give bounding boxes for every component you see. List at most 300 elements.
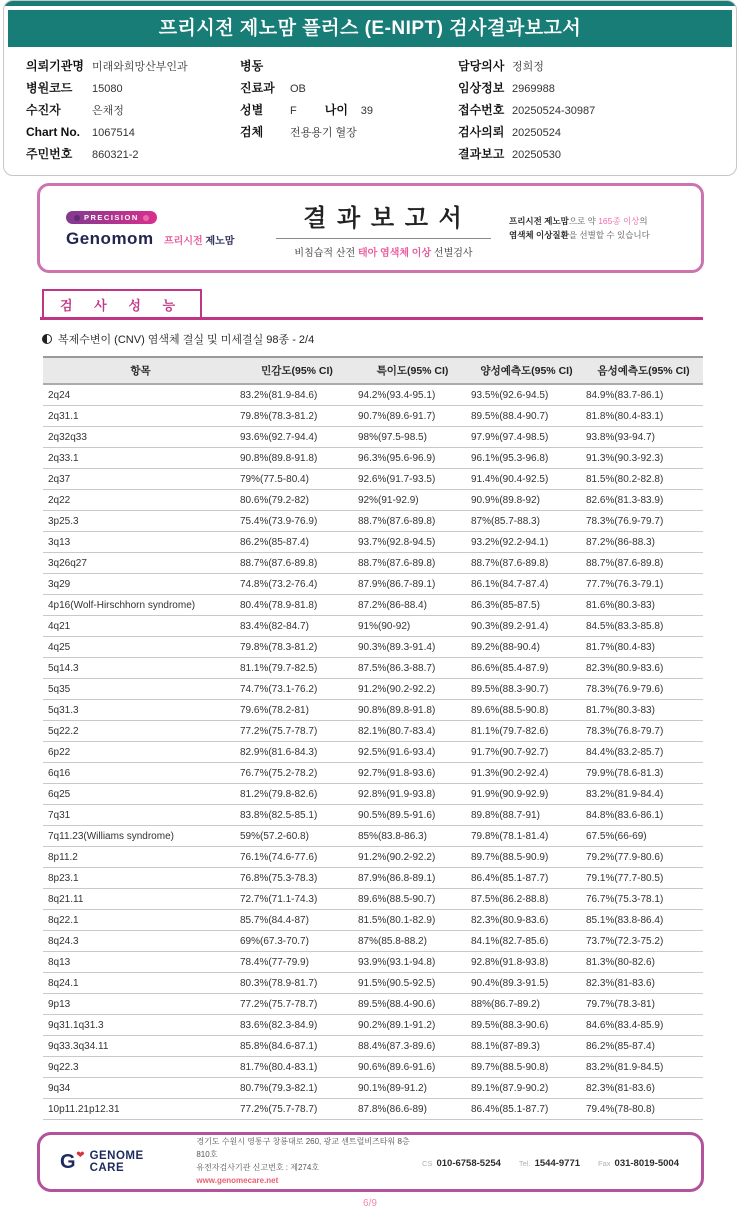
value-cell: 98%(97.5-98.5) (356, 427, 469, 448)
value-cell: 76.1%(74.6-77.6) (238, 847, 356, 868)
value-cell: 97.9%(97.4-98.5) (469, 427, 584, 448)
result-header-box (37, 183, 704, 273)
note-end-1: 의 (639, 215, 648, 226)
value-cell: 72.7%(71.1-74.3) (238, 889, 356, 910)
item-cell: 5q35 (43, 679, 238, 700)
brand-wordmark: Genomom (66, 228, 154, 248)
patient-row (26, 77, 240, 99)
value-cell: 90.1%(89-91.2) (356, 1078, 469, 1099)
value-cell: 79.1%(77.7-80.5) (584, 868, 703, 889)
item-cell: 5q14.3 (43, 658, 238, 679)
field-label: 병동 (240, 59, 264, 73)
item-cell: 7q31 (43, 805, 238, 826)
value-cell: 90.8%(89.8-91.8) (356, 700, 469, 721)
value-cell: 91.7%(90.7-92.7) (469, 742, 584, 763)
performance-table (43, 356, 703, 1120)
value-cell: 82.3%(81-83.6) (584, 973, 703, 994)
footer-card (37, 1132, 704, 1192)
value-cell: 82.6%(81.3-83.9) (584, 490, 703, 511)
field-value: 20250530 (512, 149, 561, 161)
item-cell: 6q25 (43, 784, 238, 805)
value-cell: 92%(91-92.9) (356, 490, 469, 511)
value-cell: 93.6%(92.7-94.4) (238, 427, 356, 448)
value-cell: 87.8%(86.6-89) (356, 1099, 469, 1120)
value-cell: 89.7%(88.5-90.8) (469, 1057, 584, 1078)
value-cell: 88.1%(87-89.3) (469, 1036, 584, 1057)
header-card (3, 0, 737, 176)
value-cell: 87%(85.8-88.2) (356, 931, 469, 952)
value-cell: 88.7%(87.6-89.8) (469, 553, 584, 574)
badge-dot-icon (74, 215, 80, 221)
value-cell: 80.6%(79.2-82) (238, 490, 356, 511)
value-cell: 91.5%(90.5-92.5) (356, 973, 469, 994)
address-line2: 유전자검사기관 신고번호 : 제274호 (196, 1163, 320, 1172)
value-cell: 85.7%(84.4-87) (238, 910, 356, 931)
value-cell: 87.9%(86.7-89.1) (356, 574, 469, 595)
field-label: 수진자 (26, 103, 61, 117)
value-cell: 85.1%(83.8-86.4) (584, 910, 703, 931)
value-cell: 89.8%(88.7-91) (469, 805, 584, 826)
item-cell: 9p13 (43, 994, 238, 1015)
item-cell: 2q33.1 (43, 448, 238, 469)
section-header-bar (40, 289, 703, 320)
mark-letter: G (60, 1150, 76, 1173)
value-cell: 85%(83.8-86.3) (356, 826, 469, 847)
precision-badge (66, 211, 157, 224)
field-label: Chart No. (26, 125, 80, 139)
value-cell: 91.3%(90.2-92.4) (469, 763, 584, 784)
value-cell: 89.7%(88.5-90.9) (469, 847, 584, 868)
value-cell: 77.2%(75.7-78.7) (238, 1099, 356, 1120)
title-divider (276, 238, 491, 239)
table-row (43, 1099, 703, 1120)
item-cell: 8q24.1 (43, 973, 238, 994)
value-cell: 88.7%(87.6-89.8) (584, 553, 703, 574)
value-cell: 85.8%(84.6-87.1) (238, 1036, 356, 1057)
value-cell: 89.5%(88.3-90.6) (469, 1015, 584, 1036)
table-row (43, 511, 703, 532)
field-value: 860321-2 (92, 149, 139, 161)
value-cell: 83.2%(81.9-84.4) (584, 784, 703, 805)
value-cell: 90.2%(89.1-91.2) (356, 1015, 469, 1036)
value-cell: 79.2%(77.9-80.6) (584, 847, 703, 868)
table-row (43, 868, 703, 889)
value-cell: 91.3%(90.3-92.3) (584, 448, 703, 469)
value-cell: 74.7%(73.1-76.2) (238, 679, 356, 700)
value-cell: 90.4%(89.3-91.5) (469, 973, 584, 994)
item-cell: 4p16(Wolf-Hirschhorn syndrome) (43, 595, 238, 616)
value-cell: 90.8%(89.8-91.8) (238, 448, 356, 469)
contact-value: 010-6758-5254 (436, 1158, 501, 1169)
value-cell: 86.2%(85-87.4) (584, 1036, 703, 1057)
table-row (43, 952, 703, 973)
item-cell: 6q16 (43, 763, 238, 784)
item-cell: 8q22.1 (43, 910, 238, 931)
item-cell: 2q24 (43, 384, 238, 406)
value-cell: 79.7%(78.3-81) (584, 994, 703, 1015)
value-cell: 83.2%(81.9-84.6) (238, 384, 356, 406)
value-cell: 82.9%(81.6-84.3) (238, 742, 356, 763)
patient-row (458, 55, 736, 77)
note-bold-1: 프리시전 제노맘 (509, 215, 569, 226)
table-row (43, 1078, 703, 1099)
patient-row (458, 99, 736, 121)
value-cell: 86.4%(85.1-87.7) (469, 1099, 584, 1120)
value-cell: 90.6%(89.6-91.6) (356, 1057, 469, 1078)
value-cell: 89.5%(88.3-90.7) (469, 679, 584, 700)
value-cell: 86.1%(84.7-87.4) (469, 574, 584, 595)
table-row (43, 1057, 703, 1078)
value-cell: 79.9%(78.6-81.3) (584, 763, 703, 784)
field-label: 검사의뢰 (458, 125, 505, 139)
value-cell: 69%(67.3-70.7) (238, 931, 356, 952)
contact-label: CS (422, 1159, 433, 1168)
field-value: OB (290, 83, 306, 95)
value-cell: 89.6%(88.5-90.7) (356, 889, 469, 910)
value-cell: 59%(57.2-60.8) (238, 826, 356, 847)
value-cell: 76.7%(75.2-78.2) (238, 763, 356, 784)
column-header: 음성예측도(95% CI) (584, 357, 703, 384)
value-cell: 84.8%(83.6-86.1) (584, 805, 703, 826)
contact-value: 1544-9771 (534, 1158, 581, 1169)
patient-row (458, 77, 736, 99)
field-value: 은채정 (92, 105, 124, 117)
field-label: 주민번호 (26, 147, 73, 161)
section-label: 검 사 성 능 (42, 289, 202, 317)
field-value: 39 (360, 105, 373, 117)
table-row (43, 490, 703, 511)
section-subtitle-row (42, 331, 703, 347)
item-cell: 10p11.21p12.31 (43, 1099, 238, 1120)
item-cell: 2q31.1 (43, 406, 238, 427)
value-cell: 80.3%(78.9-81.7) (238, 973, 356, 994)
item-cell: 3q26q27 (43, 553, 238, 574)
value-cell: 82.3%(80.9-83.6) (469, 910, 584, 931)
item-cell: 8q21.11 (43, 889, 238, 910)
genomom-logo (40, 208, 258, 249)
patient-row (458, 121, 736, 143)
table-row (43, 384, 703, 406)
website-link[interactable]: www.genomecare.net (196, 1175, 279, 1185)
table-row (43, 616, 703, 637)
value-cell: 81.2%(79.8-82.6) (238, 784, 356, 805)
field-value: 1067514 (92, 127, 135, 139)
table-row (43, 574, 703, 595)
value-cell: 86.4%(85.1-87.7) (469, 868, 584, 889)
value-cell: 79.8%(78.3-81.2) (238, 637, 356, 658)
note-pink: 165종 이상 (598, 215, 640, 226)
value-cell: 96.3%(95.6-96.9) (356, 448, 469, 469)
value-cell: 81.7%(80.4-83) (584, 637, 703, 658)
field-label: 접수번호 (458, 103, 505, 117)
field-value: 15080 (92, 83, 123, 95)
table-row (43, 763, 703, 784)
value-cell: 78.3%(76.9-79.6) (584, 679, 703, 700)
value-cell: 92.7%(91.8-93.6) (356, 763, 469, 784)
table-row (43, 427, 703, 448)
item-cell: 8p11.2 (43, 847, 238, 868)
value-cell: 93.5%(92.6-94.5) (469, 384, 584, 406)
value-cell: 89.2%(88-90.4) (469, 637, 584, 658)
brand-ko-dark: 제노맘 (205, 235, 235, 247)
value-cell: 79.8%(78.3-81.2) (238, 406, 356, 427)
value-cell: 91.2%(90.2-92.2) (356, 847, 469, 868)
field-value: 전용용기 혈장 (290, 127, 357, 139)
field-label: 담당의사 (458, 59, 505, 73)
value-cell: 91%(90-92) (356, 616, 469, 637)
performance-table-body (43, 384, 703, 1120)
item-cell: 5q31.3 (43, 700, 238, 721)
footer-contacts (422, 1153, 701, 1171)
value-cell: 88.7%(87.6-89.8) (238, 553, 356, 574)
value-cell: 84.1%(82.7-85.6) (469, 931, 584, 952)
top-accent-strip (4, 1, 736, 6)
table-row (43, 847, 703, 868)
value-cell: 96.1%(95.3-96.8) (469, 448, 584, 469)
value-cell: 81.1%(79.7-82.5) (238, 658, 356, 679)
field-value: F (290, 105, 297, 117)
value-cell: 83.6%(82.3-84.9) (238, 1015, 356, 1036)
report-subtitle (258, 244, 509, 259)
field-value: 미래와희망산부인과 (92, 61, 188, 73)
brand-line (66, 229, 258, 249)
value-cell: 79.8%(78.1-81.4) (469, 826, 584, 847)
genomecare-brand: GENOME CARE (89, 1150, 144, 1174)
field-label: 성별 (240, 103, 264, 117)
value-cell: 79%(77.5-80.4) (238, 469, 356, 490)
value-cell: 87.2%(86-88.3) (584, 532, 703, 553)
value-cell: 84.5%(83.3-85.8) (584, 616, 703, 637)
value-cell: 92.8%(91.9-93.8) (356, 784, 469, 805)
table-row (43, 532, 703, 553)
note-bold-2: 염색체 이상질환 (509, 230, 569, 240)
value-cell: 78.3%(76.9-79.7) (584, 511, 703, 532)
value-cell: 87.5%(86.2-88.8) (469, 889, 584, 910)
patient-row (26, 143, 240, 165)
value-cell: 81.5%(80.1-82.9) (356, 910, 469, 931)
item-cell: 8p23.1 (43, 868, 238, 889)
value-cell: 89.6%(88.5-90.8) (469, 700, 584, 721)
value-cell: 86.3%(85-87.5) (469, 595, 584, 616)
field-label: 나이 (324, 103, 348, 117)
value-cell: 82.3%(81-83.6) (584, 1078, 703, 1099)
item-cell: 8q13 (43, 952, 238, 973)
table-row (43, 1015, 703, 1036)
value-cell: 87.5%(86.3-88.7) (356, 658, 469, 679)
patient-col3 (458, 55, 736, 165)
value-cell: 84.4%(83.2-85.7) (584, 742, 703, 763)
table-row (43, 784, 703, 805)
value-cell: 81.1%(79.7-82.6) (469, 721, 584, 742)
value-cell: 88.7%(87.6-89.8) (356, 511, 469, 532)
table-row (43, 742, 703, 763)
address-line1: 경기도 수원시 영통구 창룡대로 260, 광교 센트럴비즈타워 8층 810호 (196, 1137, 410, 1160)
field-label: 의뢰기관명 (26, 59, 84, 73)
table-row (43, 406, 703, 427)
value-cell: 94.2%(93.4-95.1) (356, 384, 469, 406)
value-cell: 93.2%(92.2-94.1) (469, 532, 584, 553)
item-cell: 2q32q33 (43, 427, 238, 448)
value-cell: 82.1%(80.7-83.4) (356, 721, 469, 742)
table-row (43, 931, 703, 952)
value-cell: 87%(85.7-88.3) (469, 511, 584, 532)
patient-row (458, 143, 736, 165)
patient-row (240, 99, 458, 121)
value-cell: 90.3%(89.2-91.4) (469, 616, 584, 637)
value-cell: 67.5%(66-69) (584, 826, 703, 847)
value-cell: 77.2%(75.7-78.7) (238, 994, 356, 1015)
value-cell: 81.6%(80.3-83) (584, 595, 703, 616)
report-title: 결 과 보 고 서 (303, 204, 464, 232)
column-header: 항목 (43, 357, 238, 384)
value-cell: 87.9%(86.8-89.1) (356, 868, 469, 889)
value-cell: 73.7%(72.3-75.2) (584, 931, 703, 952)
table-row (43, 553, 703, 574)
value-cell: 93.9%(93.1-94.8) (356, 952, 469, 973)
value-cell: 88%(86.7-89.2) (469, 994, 584, 1015)
value-cell: 91.2%(90.2-92.2) (356, 679, 469, 700)
page-number: 6/9 (363, 1198, 377, 1209)
value-cell: 92.5%(91.6-93.4) (356, 742, 469, 763)
section-subtitle: 복제수변이 (CNV) 염색체 결실 및 미세결실 98종 - 2/4 (58, 334, 315, 346)
report-banner-title: 프리시전 제노맘 플러스 (E-NIPT) 검사결과보고서 (8, 10, 732, 47)
item-cell: 7q11.23(Williams syndrome) (43, 826, 238, 847)
table-row (43, 721, 703, 742)
contact-tel (519, 1153, 580, 1171)
table-row (43, 469, 703, 490)
value-cell: 89.5%(88.4-90.7) (469, 406, 584, 427)
value-cell: 74.8%(73.2-76.4) (238, 574, 356, 595)
value-cell: 83.8%(82.5-85.1) (238, 805, 356, 826)
field-label: 임상정보 (458, 81, 505, 95)
value-cell: 90.3%(89.3-91.4) (356, 637, 469, 658)
column-header: 양성예측도(95% CI) (469, 357, 584, 384)
value-cell: 81.7%(80.3-83) (584, 700, 703, 721)
value-cell: 75.4%(73.9-76.9) (238, 511, 356, 532)
value-cell: 82.3%(80.9-83.6) (584, 658, 703, 679)
contact-label: Tel. (518, 1159, 531, 1168)
brand-korean (164, 236, 234, 247)
field-value: 2969988 (512, 83, 555, 95)
value-cell: 87.2%(86-88.4) (356, 595, 469, 616)
field-label: 진료과 (240, 81, 275, 95)
item-cell: 3p25.3 (43, 511, 238, 532)
heart-icon: ❤ (76, 1149, 85, 1161)
item-cell: 4q25 (43, 637, 238, 658)
item-cell: 9q22.3 (43, 1057, 238, 1078)
value-cell: 79.4%(78-80.8) (584, 1099, 703, 1120)
patient-row (26, 121, 240, 143)
item-cell: 2q37 (43, 469, 238, 490)
table-row (43, 1036, 703, 1057)
subtitle-pink: 태아 염색체 이상 (357, 247, 432, 259)
badge-dot-icon (143, 215, 149, 221)
table-row (43, 679, 703, 700)
performance-section (40, 289, 703, 1120)
item-cell: 8q24.3 (43, 931, 238, 952)
value-cell: 78.4%(77-79.9) (238, 952, 356, 973)
value-cell: 84.6%(83.4-85.9) (584, 1015, 703, 1036)
value-cell: 90.9%(89.8-92) (469, 490, 584, 511)
genomecare-logo (40, 1150, 176, 1174)
value-cell: 90.7%(89.6-91.7) (356, 406, 469, 427)
patient-info (4, 47, 736, 169)
item-cell: 5q22.2 (43, 721, 238, 742)
item-cell: 2q22 (43, 490, 238, 511)
value-cell: 88.7%(87.6-89.8) (356, 553, 469, 574)
value-cell: 83.4%(82-84.7) (238, 616, 356, 637)
value-cell: 77.2%(75.7-78.7) (238, 721, 356, 742)
value-cell: 81.8%(80.4-83.1) (584, 406, 703, 427)
footer-address (196, 1136, 422, 1187)
column-header: 민감도(95% CI) (238, 357, 356, 384)
half-circle-icon (42, 334, 52, 344)
value-cell: 93.7%(92.8-94.5) (356, 532, 469, 553)
value-cell: 80.4%(78.9-81.8) (238, 595, 356, 616)
value-cell: 78.3%(76.8-79.7) (584, 721, 703, 742)
item-cell: 9q31.1q31.3 (43, 1015, 238, 1036)
value-cell: 91.9%(90.9-92.9) (469, 784, 584, 805)
table-row (43, 826, 703, 847)
table-row (43, 700, 703, 721)
table-row (43, 973, 703, 994)
brand-ko-pink: 프리시전 (164, 235, 203, 247)
subtitle-post: 선별검사 (431, 247, 473, 259)
patient-row (26, 55, 240, 77)
value-cell: 81.7%(80.4-83.1) (238, 1057, 356, 1078)
value-cell: 89.5%(88.4-90.6) (356, 994, 469, 1015)
patient-row (240, 121, 458, 143)
value-cell: 92.8%(91.8-93.8) (469, 952, 584, 973)
item-cell: 9q34 (43, 1078, 238, 1099)
report-title-block (258, 198, 509, 259)
note-mid: 으로 약 (568, 215, 599, 226)
item-cell: 3q29 (43, 574, 238, 595)
field-value: 정희정 (512, 61, 544, 73)
contact-value: 031-8019-5004 (614, 1158, 679, 1169)
subtitle-pre: 비침습적 산전 (294, 247, 358, 259)
item-cell: 9q33.3q34.11 (43, 1036, 238, 1057)
genomecare-mark-icon (60, 1149, 85, 1174)
contact-label: Fax (598, 1159, 611, 1168)
field-label: 결과보고 (458, 147, 505, 161)
table-row (43, 805, 703, 826)
table-row (43, 889, 703, 910)
value-cell: 86.6%(85.4-87.9) (469, 658, 584, 679)
field-label: 병원코드 (26, 81, 73, 95)
value-cell: 77.7%(76.3-79.1) (584, 574, 703, 595)
patient-row (26, 99, 240, 121)
patient-row (240, 77, 458, 99)
precision-badge-label: PRECISION (84, 213, 139, 222)
column-header: 특이도(95% CI) (356, 357, 469, 384)
note-end-2: 을 선별할 수 있습니다 (568, 230, 650, 240)
value-cell: 93.8%(93-94.7) (584, 427, 703, 448)
field-label: 검체 (240, 125, 264, 139)
value-cell: 76.8%(75.3-78.3) (238, 868, 356, 889)
patient-row (240, 55, 458, 77)
item-cell: 3q13 (43, 532, 238, 553)
patient-col1 (26, 55, 240, 165)
value-cell: 88.4%(87.3-89.6) (356, 1036, 469, 1057)
table-row (43, 910, 703, 931)
patient-col2 (240, 55, 458, 165)
field-value: 20250524 (512, 127, 561, 139)
value-cell: 76.7%(75.3-78.1) (584, 889, 703, 910)
value-cell: 92.6%(91.7-93.5) (356, 469, 469, 490)
value-cell: 84.9%(83.7-86.1) (584, 384, 703, 406)
table-row (43, 658, 703, 679)
